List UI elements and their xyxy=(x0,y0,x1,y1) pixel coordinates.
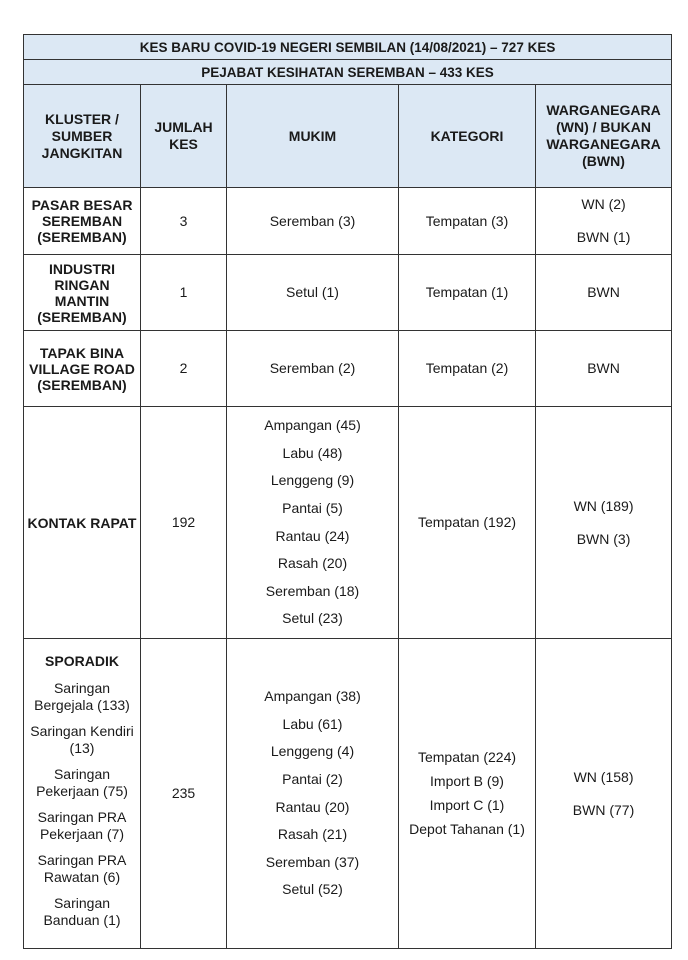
cluster-subitem: Saringan Kendiri (13) xyxy=(30,723,134,756)
cluster-cell: TAPAK BINA VILLAGE ROAD (SEREMBAN) xyxy=(24,331,141,407)
table-row xyxy=(24,639,672,949)
mukim-cell xyxy=(227,407,399,639)
citizenship-cell xyxy=(536,639,672,949)
mukim-item: Seremban (37) xyxy=(265,853,360,870)
category-item: Tempatan (192) xyxy=(417,514,517,530)
mukim-cell xyxy=(227,188,399,255)
table-row xyxy=(24,188,672,255)
citizenship-item: BWN (1) xyxy=(576,229,631,245)
mukim-item: Lenggeng (9) xyxy=(270,472,355,489)
cluster-subitem: Saringan Banduan (1) xyxy=(43,895,121,928)
count-cell: 235 xyxy=(141,639,227,949)
mukim-item: Setul (1) xyxy=(286,284,339,300)
header-count: JUMLAH KES xyxy=(141,85,227,188)
mukim-item: Setul (52) xyxy=(282,881,343,898)
citizenship-cell xyxy=(536,255,672,331)
mukim-item: Labu (48) xyxy=(282,444,343,461)
subtitle-row xyxy=(24,60,672,85)
title-row xyxy=(24,35,672,60)
mukim-item: Pantai (2) xyxy=(282,770,343,787)
citizenship-item: WN (189) xyxy=(573,497,634,514)
cluster-cell: PASAR BESAR SEREMBAN (SEREMBAN) xyxy=(24,188,141,255)
table-row xyxy=(24,407,672,639)
category-cell xyxy=(399,255,536,331)
count-cell: 1 xyxy=(141,255,227,331)
mukim-item: Ampangan (38) xyxy=(264,688,361,705)
report-subtitle: PEJABAT KESIHATAN SEREMBAN – 433 KES xyxy=(24,60,672,85)
cluster-cell xyxy=(24,639,141,949)
table-row xyxy=(24,331,672,407)
count-cell: 192 xyxy=(141,407,227,639)
category-item: Tempatan (1) xyxy=(425,284,509,300)
case-table xyxy=(23,34,672,949)
mukim-cell xyxy=(227,255,399,331)
mukim-item: Seremban (2) xyxy=(269,360,356,376)
report-title: KES BARU COVID-19 NEGERI SEMBILAN (14/08/2021) – 727 KES xyxy=(24,35,672,60)
category-cell xyxy=(399,639,536,949)
header-category: KATEGORI xyxy=(399,85,536,188)
citizenship-item: BWN (3) xyxy=(576,530,631,547)
header-mukim: MUKIM xyxy=(227,85,399,188)
cluster-cell: INDUSTRI RINGAN MANTIN (SEREMBAN) xyxy=(24,255,141,331)
case-report-document xyxy=(23,34,671,949)
cluster-title: SPORADIK xyxy=(45,653,119,669)
citizenship-cell xyxy=(536,407,672,639)
cluster-subitem: Saringan Bergejala (133) xyxy=(34,680,130,713)
mukim-item: Pantai (5) xyxy=(282,499,343,516)
mukim-item: Rantau (20) xyxy=(275,798,350,815)
category-cell xyxy=(399,407,536,639)
count-cell: 2 xyxy=(141,331,227,407)
category-item: Tempatan (224) xyxy=(417,749,517,765)
mukim-item: Ampangan (45) xyxy=(264,417,361,434)
header-cluster: KLUSTER / SUMBER JANGKITAN xyxy=(24,85,141,188)
table-row xyxy=(24,255,672,331)
citizenship-cell xyxy=(536,188,672,255)
mukim-item: Rasah (20) xyxy=(277,555,348,572)
cluster-subitem: Saringan PRA Rawatan (6) xyxy=(37,852,127,885)
category-item: Import B (9) xyxy=(430,773,504,789)
citizenship-item: WN (158) xyxy=(573,768,634,785)
mukim-item: Labu (61) xyxy=(282,715,343,732)
count-cell: 3 xyxy=(141,188,227,255)
mukim-item: Setul (23) xyxy=(282,610,343,627)
category-item: Tempatan (3) xyxy=(425,212,509,229)
mukim-item: Lenggeng (4) xyxy=(270,743,355,760)
citizenship-item: WN (2) xyxy=(581,196,626,212)
mukim-item: Rasah (21) xyxy=(277,826,348,843)
mukim-item: Seremban (3) xyxy=(269,212,356,229)
category-item: Depot Tahanan (1) xyxy=(409,821,525,837)
header-citizenship: WARGANEGARA (WN) / BUKAN WARGANEGARA (BWN) xyxy=(536,85,672,188)
mukim-cell xyxy=(227,639,399,949)
citizenship-item: BWN xyxy=(587,360,620,376)
citizenship-cell xyxy=(536,331,672,407)
header-row xyxy=(24,85,672,188)
mukim-cell xyxy=(227,331,399,407)
category-cell xyxy=(399,188,536,255)
category-item: Tempatan (2) xyxy=(425,360,509,376)
citizenship-item: BWN (77) xyxy=(572,801,635,818)
category-item: Import C (1) xyxy=(429,797,505,813)
cluster-subitem: Saringan PRA Pekerjaan (7) xyxy=(37,809,127,842)
cluster-subitem: Saringan Pekerjaan (75) xyxy=(36,766,128,799)
mukim-item: Seremban (18) xyxy=(265,582,360,599)
citizenship-item: BWN xyxy=(587,284,620,300)
category-cell xyxy=(399,331,536,407)
cluster-cell: KONTAK RAPAT xyxy=(24,407,141,639)
mukim-item: Rantau (24) xyxy=(275,527,350,544)
